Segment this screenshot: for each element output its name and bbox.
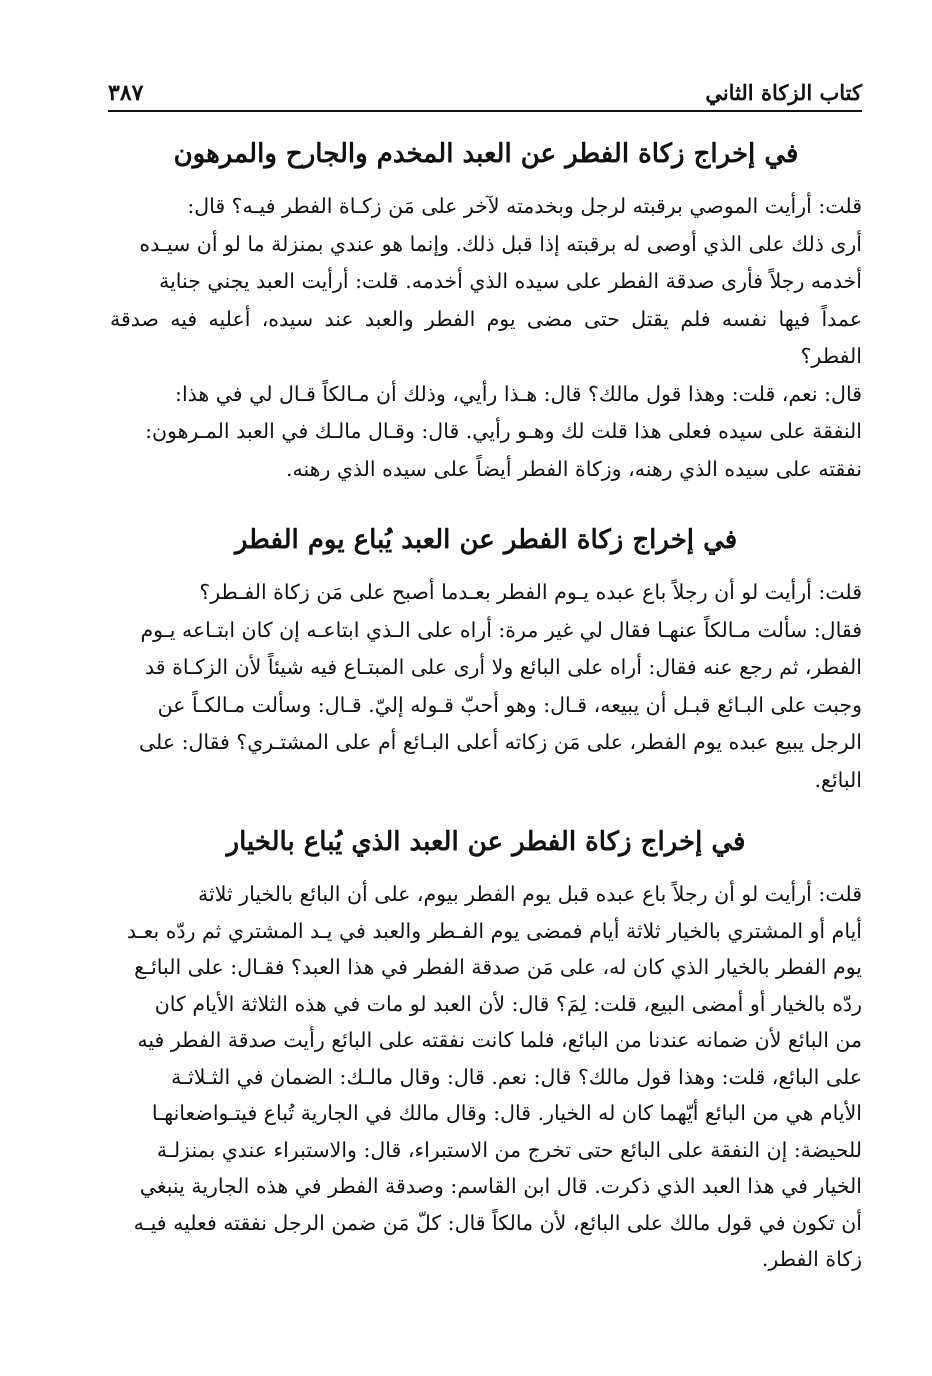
running-title: كتاب الزكاة الثاني [705,80,862,105]
section-heading: في إخراج زكاة الفطر عن العبد يُباع يوم الفطر [234,525,738,555]
text-line: الأيام هي من البائع أيّهما كان له الخيار. قال: وقال مالك في الجارية تُباع فيتـواضعانهـا [151,1101,862,1125]
text-line: قلت: أرأيت الموصي برقبته لرجل وبخدمته لآخر على مَن زكـاة الفطر فيـه؟ قال: [187,194,862,218]
text-line: نفقته على سيده الذي رهنه، وزكاة الفطر أيضاً على سيده الذي رهنه. [285,456,862,481]
text-line: قلت: أرأيت لو أن رجلاً باع عبده قبل يوم الفطر بيوم، على أن البائع بالخيار ثلاثة [198,882,862,906]
section-heading: في إخراج زكاة الفطر عن العبد الذي يُباع بالخيار [226,827,746,857]
text-line: أرى ذلك على الذي أوصى له برقبته إذا قبل ذلك. وإنما هو عندي بمنزلة ما لو أن سيـده [139,231,862,256]
text-line: قلت: أرأيت لو أن رجلاً باع عبده يـوم الفطر بعـدما أصبح على مَن زكاة الفـطر؟ [199,580,862,604]
text-line: الفطر، ثم رجع عنه فقال: أراه على البائع ولا أرى على المبتـاع فيه شيئاً لأن الزكـاة قد [145,655,862,679]
text-line: يوم الفطر بالخيار الذي كان له، على مَن صدقة الفطر في هذا العبد؟ فقـال: على البائـع [134,955,862,979]
text-line: فقال: سألت مـالكاً عنهـا فقال لي غير مرة: أراه على الـذي ابتاعـه إن كان ابتـاعه يـوم [140,617,862,642]
text-line: أن تكون في قول مالك على البائع، لأن مالكاً قال: كلّ مَن ضمن الرجل نفقته فعليه فيـه [133,1210,862,1235]
section-slave-sold-on-fitr [110,520,862,799]
text-line: أيام أو المشتري بالخيار ثلاثة أيام فمضى يوم الفـطر والعبد في يـد المشتري ثم ردّه بعـد [126,918,862,943]
text-line: عمداً فيها نفسه فلم يقتل حتى مضى يوم الفطر والعبد عند سيده، أعليه فيه صدقة الفطر؟ [110,306,862,368]
paragraph [110,574,862,799]
text-line: الخيار في هذا العبد الذي ذكرت. قال ابن القاسم: وصدقة الفطر في هذه الجارية ينبغي [139,1174,862,1198]
text-line: قال: نعم، قلت: وهذا قول مالك؟ قال: هـذا رأيي، وذلك أن مـالكاً قـال لي في هذا: [175,381,862,406]
running-header [108,70,862,112]
page-number: ٣٨٧ [108,80,144,106]
text-line: على البائع، قلت: وهذا قول مالك؟ قال: نعم. قال: وقال مالـك: الضمان في الثـلاثـة [171,1064,862,1089]
text-line: الرجل يبيع عبده يوم الفطر، على مَن زكاته أعلى البـائع أم على المشتـري؟ فقال: على [138,730,862,754]
section-slave-sold-with-option [110,822,862,1278]
section-servant-slave-pledged [110,134,862,488]
text-line: من البائع لأن ضمانه عندنا من البائع، فلما كانت نفقته على البائع رأيت صدقة الفطر فيه [137,1028,862,1052]
text-line: زكاة الفطر. [761,1247,862,1271]
text-line: النفقة على سيده فعلى هذا قلت لك وهـو رأيي. قال: وقـال مالـك في العبد المـرهون: [145,419,862,443]
paragraph [110,876,862,1278]
text-line: البائع. [814,767,862,792]
paragraph [110,188,862,488]
text-line: للحيضة: إن النفقة على البائع حتى تخرج من الاستبراء، قال: والاستبراء عندي بمنزلـة [156,1137,862,1162]
text-line: أخدمه رجلاً فأرى صدقة الفطر على سيده الذي أخدمه. قلت: أرأيت العبد يجني جناية [159,269,862,293]
text-line: وجبت على البـائع قبـل أن يبيعه، قـال: وهو أحبّ قـوله إليّ. قـال: وسألت مـالكـاً عن [157,692,862,717]
text-line: ردّه بالخيار أو أمضى البيع، قلت: لِمَ؟ قال: لأن العبد لو مات في هذه الثلاثة الأيام كان [154,991,862,1016]
section-heading: في إخراج زكاة الفطر عن العبد المخدم والجارح والمرهون [173,139,799,169]
